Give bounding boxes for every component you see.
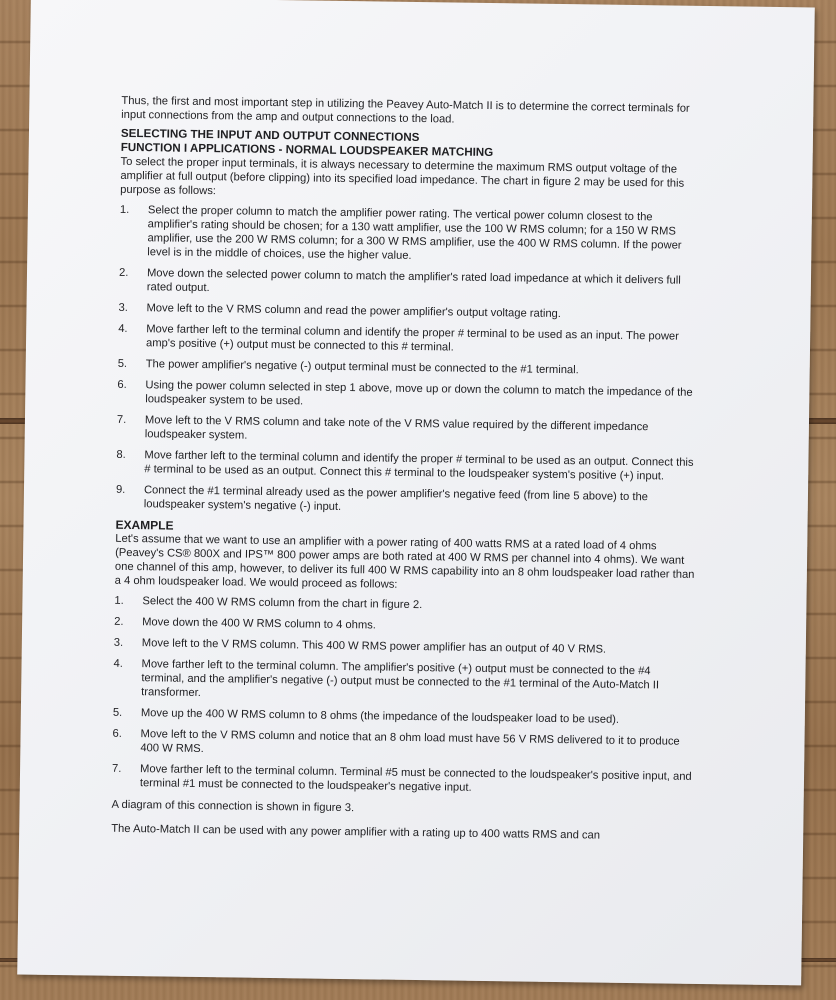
step-text: Move left to the V RMS column and take note of the V RMS value required by the different impedance loudspeaker system. xyxy=(144,414,649,442)
step-text: Move down the selected power column to match the amplifier's rated load impedance at which it delivers full rated output. xyxy=(146,267,681,295)
diagram-note: A diagram of this connection is shown in figure 3. xyxy=(111,798,355,815)
subsection-heading: FUNCTION I APPLICATIONS - NORMAL LOUDSPEAKER MATCHING xyxy=(120,140,494,160)
list-item xyxy=(112,727,694,763)
step-number: 4. xyxy=(113,657,123,670)
step-text: Using the power column selected in step 1 above, move up or down the column to match the impedance of the loudspeaker system to be used. xyxy=(145,379,693,408)
list-item xyxy=(116,448,698,484)
example-paragraph: Let's assume that we want to use an amplifier with a power rating of 400 watts RMS at a rated load of 4 ohms (Peavey's CS® 800X and IPS™ 800 power amps are both rated at 400 W RMS per channel into 4 ohms). We want one channel of this amp, however, to deliver its full 400 W RMS capability into an 8 ohm loudspeaker load rather than a 4 ohm loudspeaker load. We would proceed as follows: xyxy=(114,532,695,591)
list-item xyxy=(114,636,696,658)
intro-paragraph: Thus, the first and most important step in utilizing the Peavey Auto-Match II is to determine the correct terminals for input connections from the amp and output connections to the load. xyxy=(121,94,690,126)
step-number: 4. xyxy=(118,322,128,335)
step-number: 6. xyxy=(112,727,123,740)
step-text: Move farther left to the terminal column. The amplifier's positive (+) output must be connected to the #4 terminal, and the amplifier's negative (-) output must be connected to the #1 terminal of the Auto-Match II transformer. xyxy=(141,658,660,700)
section-heading: SELECTING THE INPUT AND OUTPUT CONNECTIONS xyxy=(120,126,420,145)
step-number: 3. xyxy=(113,636,124,649)
list-item xyxy=(112,762,694,798)
list-item xyxy=(116,483,698,519)
closing-paragraph: The Auto-Match II can be used with any power amplifier with a rating up to 400 watts RMS and can xyxy=(111,822,601,842)
step-number: 8. xyxy=(116,448,126,461)
list-item xyxy=(118,301,700,323)
step-number: 7. xyxy=(112,762,122,775)
step-text: The power amplifier's negative (-) output terminal must be connected to the #1 terminal. xyxy=(145,358,579,377)
step-number: 1. xyxy=(114,594,124,607)
step-text: Move left to the V RMS column and notice that an 8 ohm load must have 56 V RMS delivered to it to produce 400 W RMS. xyxy=(140,728,680,756)
step-number: 1. xyxy=(119,203,130,216)
step-text: Move farther left to the terminal column and identify the proper # terminal to be used as an output. Connect this # terminal to be used as an output. Connect this # terminal to the loudspeaker system's positive (+) input. xyxy=(144,449,694,483)
step-number: 5. xyxy=(117,357,128,370)
list-item xyxy=(117,378,699,414)
document-page xyxy=(17,0,815,985)
list-item xyxy=(113,657,696,707)
list-item xyxy=(119,203,702,267)
step-text: Move up the 400 W RMS column to 8 ohms (the impedance of the loudspeaker load to be used). xyxy=(140,707,620,726)
step-number: 3. xyxy=(118,301,128,314)
list-item xyxy=(114,615,696,637)
procedure-steps xyxy=(116,203,702,519)
list-item xyxy=(119,266,701,302)
step-text: Move farther left to the terminal column and identify the proper # terminal to be used as an input. The power amp's positive (+) output must be connected to this # terminal. xyxy=(145,323,680,354)
step-text: Move left to the V RMS column. This 400 W RMS power amplifier has an output of 40 V RMS. xyxy=(141,637,607,656)
step-text: Move down the 400 W RMS column to 4 ohms. xyxy=(142,616,376,632)
step-number: 9. xyxy=(115,483,126,496)
step-number: 5. xyxy=(112,706,123,719)
step-text: Select the proper column to match the amplifier power rating. The vertical power column closest to the amplifier's rating should be chosen; for a 130 watt amplifier, use the 100 W RMS column; for a 150 W RMS amplifier, use the 200 W RMS column; for a 300 W RMS amplifier, use the 400 W RMS column. If the power level is in the middle of choices, use the higher value. xyxy=(147,204,682,262)
list-item xyxy=(118,357,700,379)
example-heading: EXAMPLE xyxy=(115,517,174,533)
example-steps xyxy=(112,594,697,798)
step-number: 7. xyxy=(116,413,127,426)
list-item xyxy=(113,706,695,728)
list-item xyxy=(117,413,699,449)
selection-paragraph: To select the proper input terminals, it is always necessary to determine the maximum RMS output voltage of the amplifier at full output (before clipping) into its specified load impedance. The chart in figure 2 may be used for this purpose as follows: xyxy=(120,155,685,198)
step-text: Move farther left to the terminal column. Terminal #5 must be connected to the loudspeaker's positive input, and terminal #1 must be connected to the loudspeaker's negative input. xyxy=(139,763,692,794)
step-text: Connect the #1 terminal already used as the power amplifier's negative feed (from line 5 above) to the loudspeaker system's negative (-) input. xyxy=(143,484,649,513)
document-content xyxy=(111,94,703,850)
step-number: 6. xyxy=(117,378,127,391)
step-text: Move left to the V RMS column and read the power amplifier's output voltage rating. xyxy=(146,302,562,321)
step-number: 2. xyxy=(118,266,129,279)
list-item xyxy=(114,594,696,616)
step-number: 2. xyxy=(114,615,124,628)
step-text: Select the 400 W RMS column from the chart in figure 2. xyxy=(142,595,423,612)
list-item xyxy=(118,322,700,358)
